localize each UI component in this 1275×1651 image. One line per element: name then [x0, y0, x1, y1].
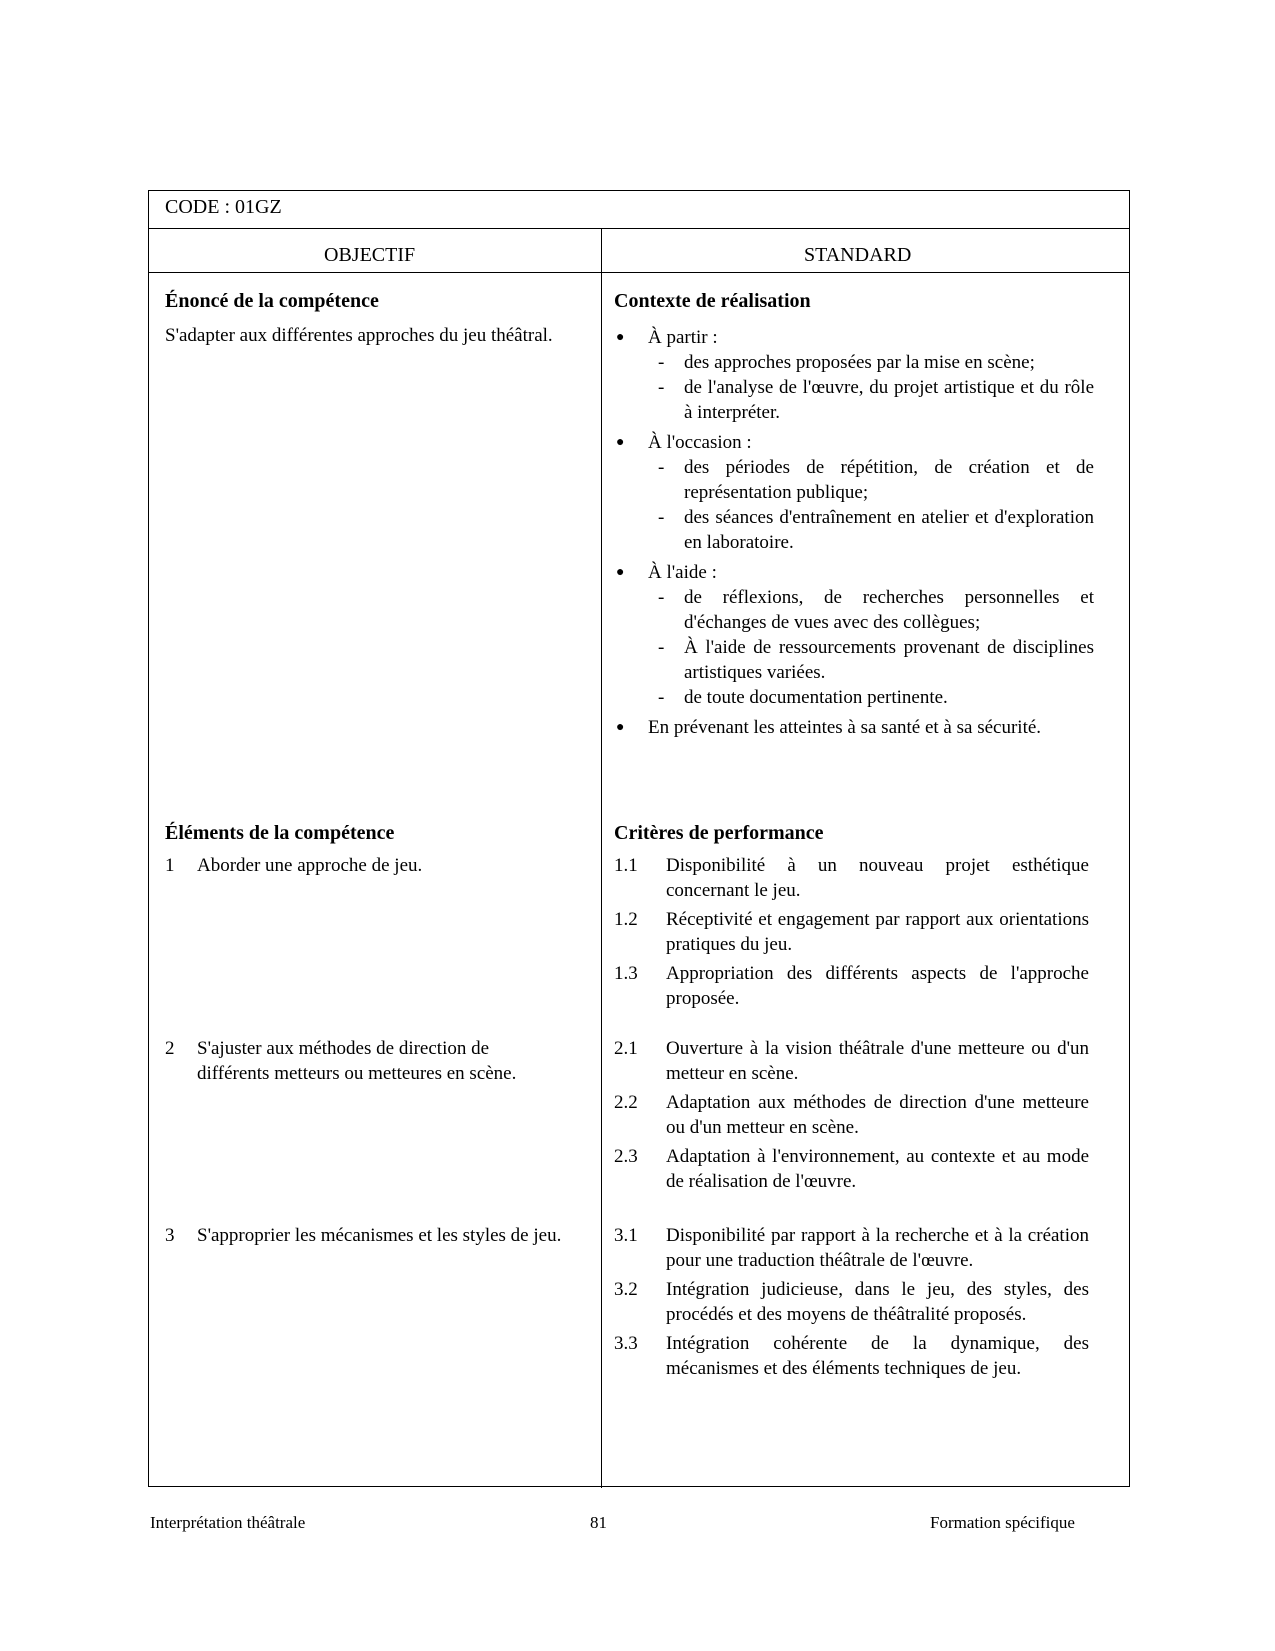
- contexte-item: [614, 430, 1094, 555]
- criterion-text: Adaptation aux méthodes de direction d'une metteure ou d'un metteur en scène.: [666, 1092, 1089, 1138]
- header-row: [149, 229, 1129, 273]
- criterion-number: 2.1: [614, 1038, 638, 1059]
- criterion-text: Disponibilité à un nouveau projet esthétique concernant le jeu.: [666, 855, 1089, 901]
- dash-icon: -: [658, 507, 665, 528]
- contexte-subitem-text: de l'analyse de l'œuvre, du projet artistique et du rôle à interpréter.: [684, 377, 1094, 423]
- criterion-text: Intégration judicieuse, dans le jeu, des styles, des procédés et des moyens de théâtralité proposés.: [666, 1279, 1089, 1325]
- elements-title: Éléments de la compétence: [165, 822, 395, 844]
- element-number: 2: [165, 1038, 175, 1059]
- criterion-item: [614, 853, 1089, 903]
- contexte-title: Contexte de réalisation: [614, 290, 811, 312]
- element-item-3: [165, 1223, 565, 1248]
- competency-table: [148, 190, 1130, 1487]
- element-text: Aborder une approche de jeu.: [197, 855, 423, 876]
- contexte-subitem: [648, 375, 1094, 425]
- criteria-group-2: [614, 1036, 1089, 1198]
- dash-icon: -: [658, 377, 665, 398]
- element-item-1: [165, 853, 565, 878]
- criterion-item: [614, 1223, 1089, 1273]
- code-label: CODE : 01GZ: [165, 196, 282, 218]
- enonce-title: Énoncé de la compétence: [165, 290, 379, 312]
- element-text: S'ajuster aux méthodes de direction de différents metteurs ou metteures en scène.: [197, 1038, 517, 1084]
- criterion-text: Disponibilité par rapport à la recherche et à la création pour une traduction théâtrale de l'œuvre.: [666, 1225, 1089, 1271]
- enonce-text: S'adapter aux différentes approches du jeu théâtral.: [165, 325, 553, 346]
- criterion-number: 3.3: [614, 1333, 638, 1354]
- contexte-subitem-text: de toute documentation pertinente.: [684, 687, 948, 708]
- criterion-number: 1.1: [614, 855, 638, 876]
- element-number: 3: [165, 1225, 175, 1246]
- contexte-subitem: [648, 635, 1094, 685]
- contexte-subitem: [648, 585, 1094, 635]
- contexte-item-label: À l'occasion :: [648, 432, 752, 453]
- bullet-icon: ●: [616, 565, 625, 580]
- criterion-item: [614, 1144, 1089, 1194]
- criterion-number: 3.2: [614, 1279, 638, 1300]
- contexte-item: [614, 715, 1094, 740]
- criterion-item: [614, 907, 1089, 957]
- contexte-item-label: À l'aide :: [648, 562, 717, 583]
- bullet-icon: ●: [616, 330, 625, 345]
- criteria-group-1: [614, 853, 1089, 1015]
- contexte-item-label: En prévenant les atteintes à sa santé et à sa sécurité.: [648, 717, 1042, 738]
- contexte-item: [614, 325, 1094, 425]
- bullet-icon: ●: [616, 435, 625, 450]
- bullet-icon: ●: [616, 720, 625, 735]
- code-row: [149, 191, 1129, 229]
- criterion-number: 1.3: [614, 963, 638, 984]
- dash-icon: -: [658, 687, 665, 708]
- dash-icon: -: [658, 587, 665, 608]
- element-item-2: [165, 1036, 565, 1086]
- criterion-text: Adaptation à l'environnement, au contexte et au mode de réalisation de l'œuvre.: [666, 1146, 1089, 1192]
- criterion-item: [614, 1036, 1089, 1086]
- contexte-list: [614, 325, 1094, 745]
- contexte-subitem-text: À l'aide de ressourcements provenant de disciplines artistiques variées.: [684, 637, 1094, 683]
- criteres-title: Critères de performance: [614, 822, 824, 844]
- standard-header: STANDARD: [804, 244, 912, 266]
- criterion-text: Réceptivité et engagement par rapport aux orientations pratiques du jeu.: [666, 909, 1089, 955]
- criterion-item: [614, 1277, 1089, 1327]
- criterion-item: [614, 1331, 1089, 1381]
- criterion-number: 2.3: [614, 1146, 638, 1167]
- criterion-number: 3.1: [614, 1225, 638, 1246]
- contexte-subitem-text: des périodes de répétition, de création et de représentation publique;: [684, 457, 1094, 503]
- contexte-subitem-text: des approches proposées par la mise en scène;: [684, 352, 1035, 373]
- dash-icon: -: [658, 457, 665, 478]
- criterion-number: 1.2: [614, 909, 638, 930]
- criterion-text: Intégration cohérente de la dynamique, des mécanismes et des éléments techniques de jeu.: [666, 1333, 1089, 1379]
- dash-icon: -: [658, 352, 665, 373]
- contexte-subitem: [648, 350, 1094, 375]
- footer-program: Interprétation théâtrale: [150, 1513, 306, 1532]
- contexte-subitem: [648, 455, 1094, 505]
- criterion-item: [614, 961, 1089, 1011]
- objective-header: OBJECTIF: [324, 244, 416, 266]
- contexte-item: [614, 560, 1094, 710]
- contexte-subitem-text: des séances d'entraînement en atelier et d'exploration en laboratoire.: [684, 507, 1094, 553]
- footer-page-number: 81: [590, 1513, 607, 1532]
- contexte-subitem-text: de réflexions, de recherches personnelles et d'échanges de vues avec des collègues;: [684, 587, 1094, 633]
- criteria-group-3: [614, 1223, 1089, 1385]
- element-text: S'approprier les mécanismes et les styles de jeu.: [197, 1225, 562, 1246]
- criterion-text: Ouverture à la vision théâtrale d'une metteure ou d'un metteur en scène.: [666, 1038, 1089, 1084]
- contexte-subitem: [648, 685, 1094, 710]
- contexte-item-label: À partir :: [648, 327, 718, 348]
- contexte-subitem: [648, 505, 1094, 555]
- criterion-number: 2.2: [614, 1092, 638, 1113]
- footer-section: Formation spécifique: [930, 1513, 1075, 1532]
- dash-icon: -: [658, 637, 665, 658]
- criterion-text: Appropriation des différents aspects de l'approche proposée.: [666, 963, 1089, 1009]
- column-divider: [601, 229, 602, 1488]
- criterion-item: [614, 1090, 1089, 1140]
- element-number: 1: [165, 855, 175, 876]
